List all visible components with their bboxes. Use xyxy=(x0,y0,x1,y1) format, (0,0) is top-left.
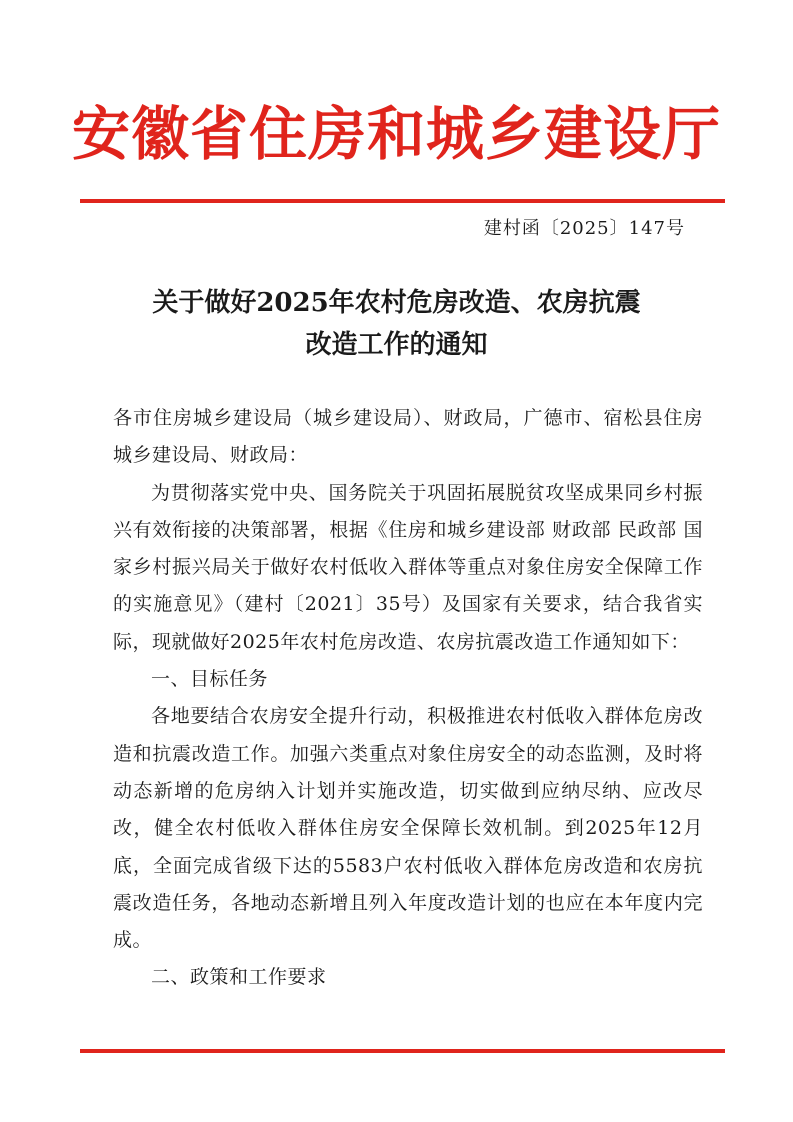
document-title xyxy=(0,282,793,366)
footer-red-rule xyxy=(80,1049,725,1053)
header-red-rule xyxy=(80,199,725,203)
document-number: 建村函〔2025〕147号 xyxy=(483,218,685,239)
section-1-paragraph: 各地要结合农房安全提升行动，积极推进农村低收入群体危房改造和抗震改造工作。加强六类重点对象住房安全的动态监测，及时将动态新增的危房纳入计划并实施改造，切实做到应纳尽纳、应改尽改，健全农村低收入群体住房安全保障长效机制。到2025年12月底，全面完成省级下达的5583户农村低收入群体危房改造和农房抗震改造任务，各地动态新增且列入年度改造计划的也应在本年度内完成。 xyxy=(113,705,703,952)
section-2-heading: 二、政策和工作要求 xyxy=(151,966,327,989)
document-title-line-1: 关于做好2025年农村危房改造、农房抗震 xyxy=(152,288,641,318)
addressee-paragraph: 各市住房城乡建设局（城乡建设局）、财政局，广德市、宿松县住房城乡建设局、财政局： xyxy=(113,407,703,467)
issuer-heading: 安徽省住房和城乡建设厅 xyxy=(71,100,721,168)
document-body xyxy=(113,400,703,997)
document-title-line-2: 改造工作的通知 xyxy=(305,330,488,360)
intro-paragraph: 为贯彻落实党中央、国务院关于巩固拓展脱贫攻坚成果同乡村振兴有效衔接的决策部署，根据《住房和城乡建设部 财政部 民政部 国家乡村振兴局关于做好农村低收入群体等重点对象住房安全保障工作的实施意见》（建村〔2021〕35号）及国家有关要求，结合我省实际，现就做好2025年农村危房改造、农房抗震改造工作通知如下： xyxy=(113,481,703,653)
section-1-heading: 一、目标任务 xyxy=(151,668,269,691)
